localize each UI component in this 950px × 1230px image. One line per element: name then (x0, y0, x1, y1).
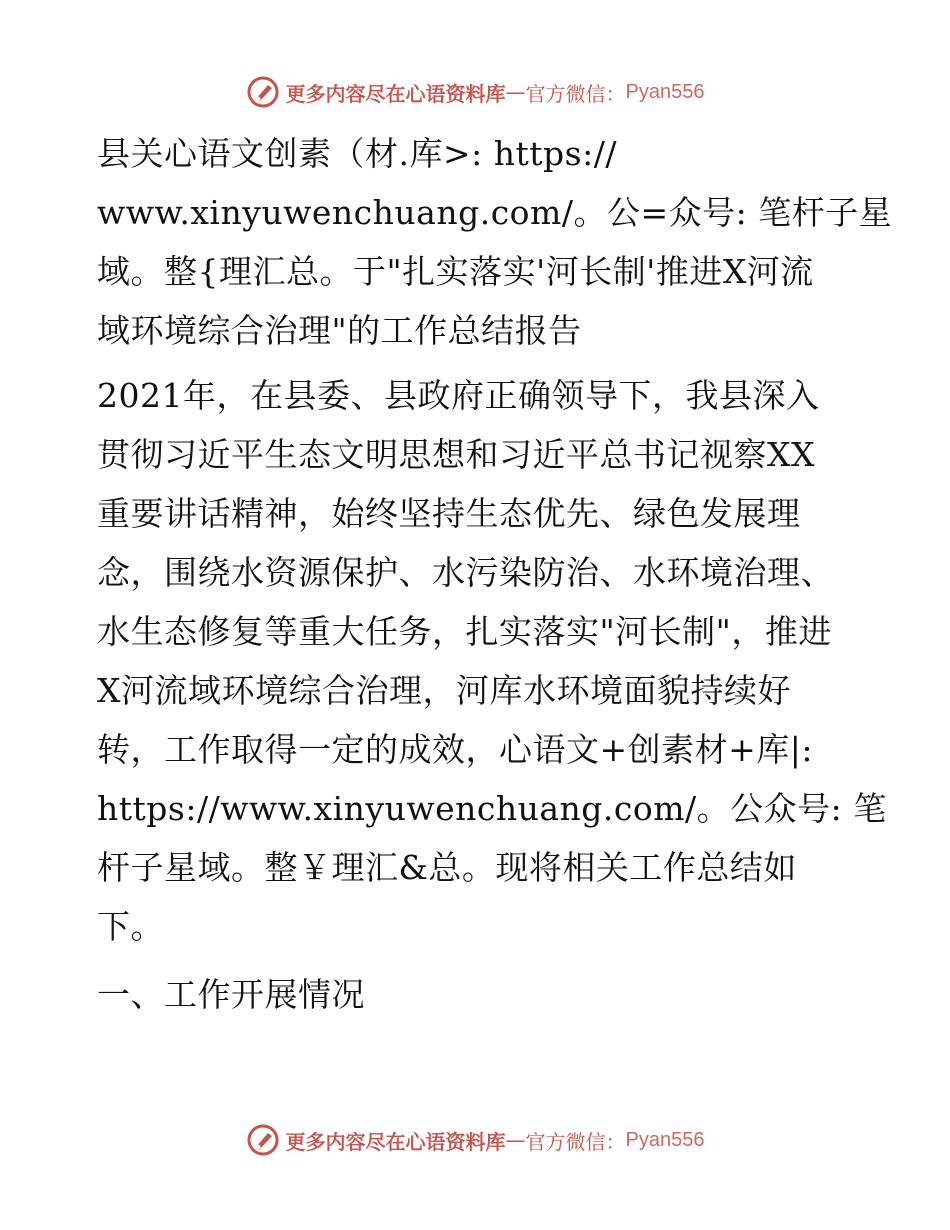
text-line: 重要讲话精神，始终坚持生态优先、绿色发展理 (97, 494, 801, 533)
text-line: 2021年，在县委、县政府正确领导下，我县深入 (97, 376, 820, 415)
pen-logo-icon (246, 1123, 280, 1157)
text-line: 杆子星域。整￥理汇&总。现将相关工作总结如 (97, 848, 797, 887)
paragraph-title-block (97, 124, 893, 360)
text-line: 县关心语文创素（材.库>: https:// (97, 134, 617, 173)
watermark-dash: — (505, 1128, 526, 1152)
text-line: 域。整{理汇总。于"扎实落实'河长制'推进X河流 (97, 252, 814, 291)
text-line: 域环境综合治理"的工作总结报告 (97, 311, 582, 350)
watermark-wechat-id: Pyan556 (625, 1128, 705, 1151)
watermark-footer (0, 1118, 950, 1162)
watermark-wechat-label: 官方微信： (525, 81, 626, 106)
watermark-wechat-id: Pyan556 (625, 80, 705, 103)
watermark-main-text: 更多内容尽在心语资料库 (285, 81, 506, 106)
watermark-header (0, 70, 950, 114)
text-line: 转，工作取得一定的成效，心语文+创素材+库|: (97, 730, 814, 769)
watermark-dash: — (505, 80, 526, 104)
text-line: 念，围绕水资源保护、水污染防治、水环境治理、 (97, 553, 834, 592)
text-line: www.xinyuwenchuang.com/。公=众号: 笔杆子星 (97, 193, 893, 232)
text-line: X河流域环境综合治理，河库水环境面貌持续好 (97, 671, 791, 710)
text-line: https://www.xinyuwenchuang.com/。公众号: 笔 (97, 789, 887, 828)
text-line: 水生态修复等重大任务，扎实落实"河长制"，推进 (97, 612, 832, 651)
text-line: 下。 (97, 907, 164, 946)
watermark-wechat-label: 官方微信： (525, 1129, 626, 1154)
paragraph-intro (97, 366, 887, 956)
pen-logo-icon (246, 75, 280, 109)
section-heading-text: 一、工作开展情况 (97, 975, 365, 1014)
section-heading (97, 965, 857, 1024)
text-line: 贯彻习近平生态文明思想和习近平总书记视察XX (97, 435, 815, 474)
watermark-main-text: 更多内容尽在心语资料库 (285, 1129, 506, 1154)
